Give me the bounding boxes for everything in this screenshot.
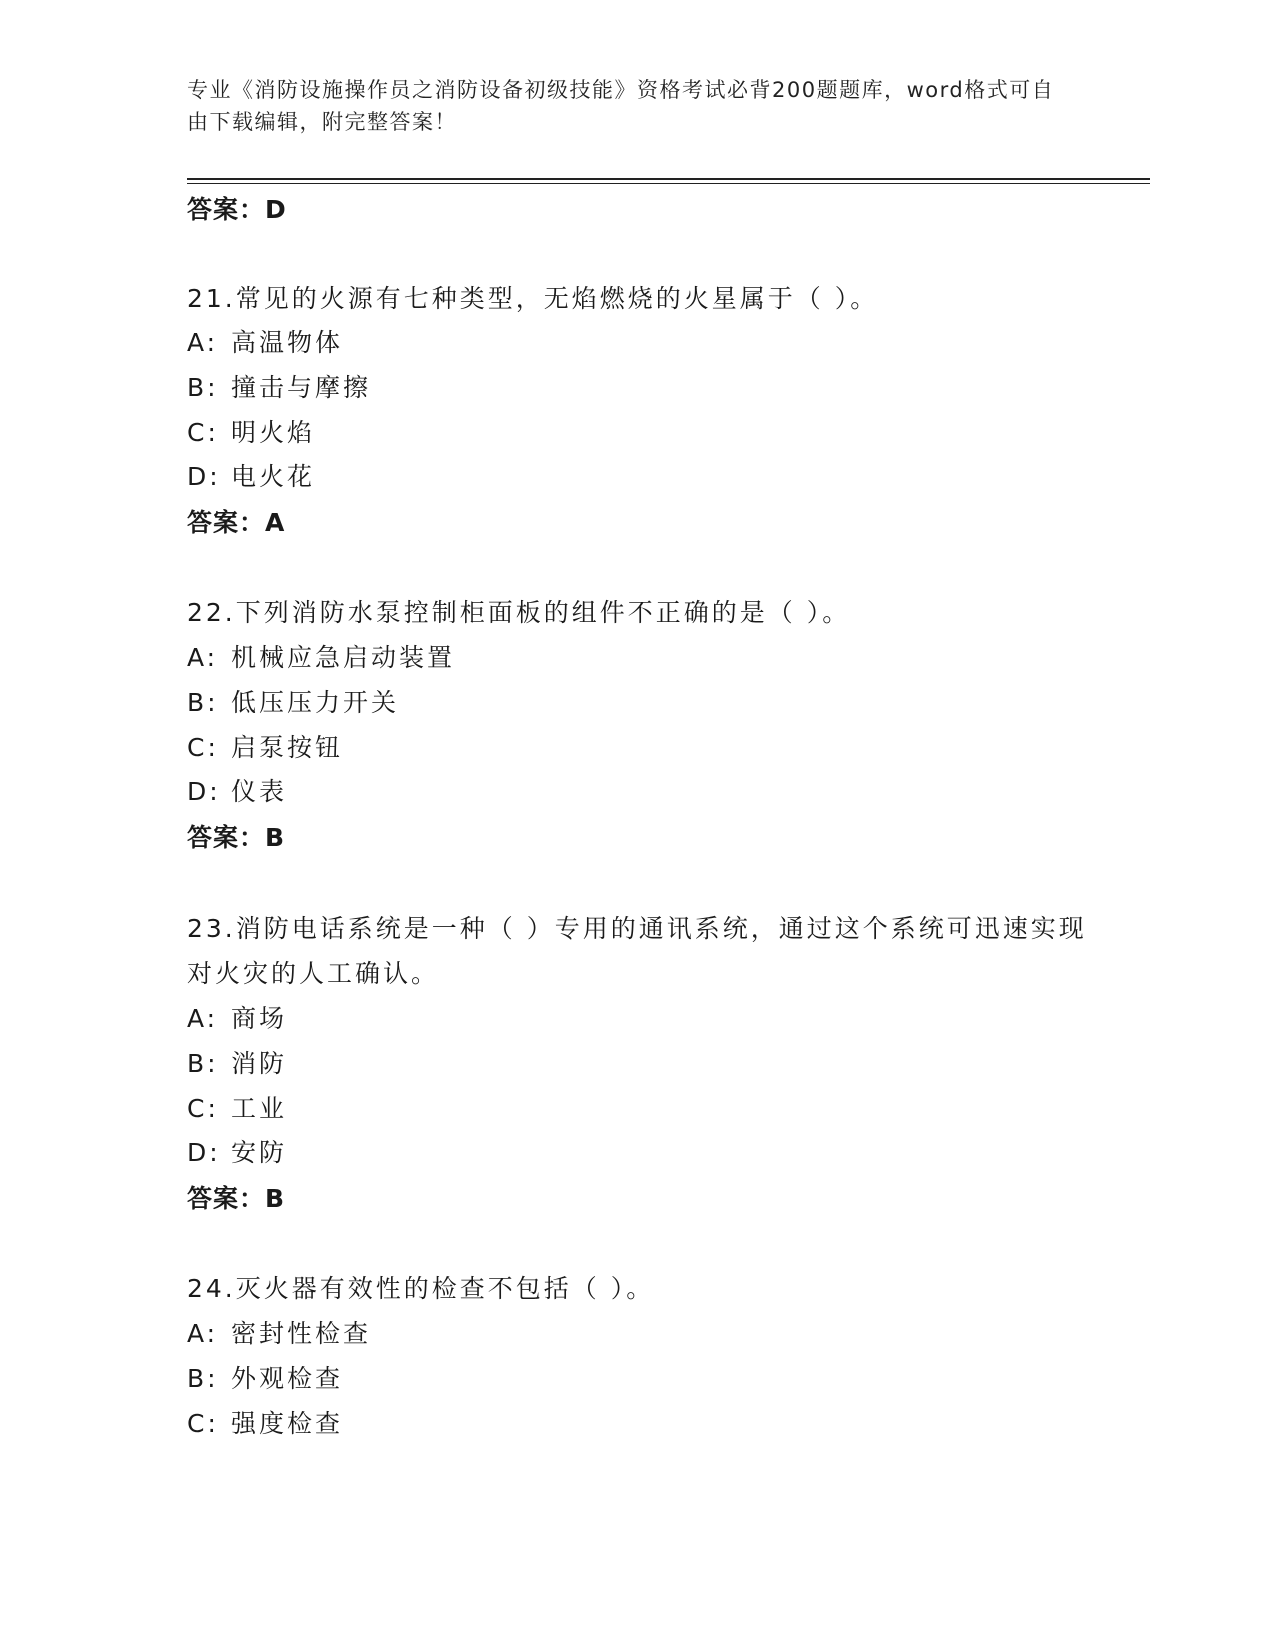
option-text: 启泵按钮	[231, 733, 344, 762]
option-text: 安防	[231, 1138, 288, 1167]
option-letter: C:	[187, 1094, 219, 1123]
question-22-stem: 22.下列消防水泵控制柜面板的组件不正确的是（ ）。	[187, 598, 851, 627]
option-text: 商场	[231, 1004, 288, 1033]
option-letter: D:	[187, 462, 221, 491]
question-22-option-b	[187, 686, 399, 720]
option-text: 密封性检查	[231, 1319, 372, 1348]
question-23-option-d	[187, 1136, 287, 1170]
question-23-stem: 23.消防电话系统是一种（ ）专用的通讯系统，通过这个系统可迅速实现对火灾的人工确认。	[187, 914, 1087, 988]
option-text: 低压压力开关	[231, 688, 400, 717]
question-24-stem: 24.灭火器有效性的检查不包括（ ）。	[187, 1274, 655, 1303]
document-header: 专业《消防设施操作员之消防设备初级技能》资格考试必背200题题库，word格式可自由下载编辑，附完整答案！	[187, 78, 1055, 134]
question-23-option-c	[187, 1092, 287, 1126]
option-text: 机械应急启动装置	[231, 643, 456, 672]
question-22-answer: 答案：B	[187, 823, 286, 852]
previous-answer: 答案：D	[187, 195, 287, 224]
option-letter: B:	[187, 1049, 219, 1078]
option-letter: C:	[187, 733, 219, 762]
option-text: 仪表	[231, 777, 288, 806]
question-21-option-a	[187, 326, 343, 360]
option-text: 消防	[231, 1049, 288, 1078]
question-22-option-d	[187, 775, 287, 809]
header-rule-thin	[187, 183, 1150, 184]
question-22-option-a	[187, 641, 455, 675]
option-letter: B:	[187, 688, 219, 717]
question-24-option-c	[187, 1407, 343, 1441]
question-24-option-a	[187, 1317, 371, 1351]
question-21-option-d	[187, 460, 315, 494]
option-text: 高温物体	[231, 328, 344, 357]
option-letter: A:	[187, 1004, 219, 1033]
option-letter: D:	[187, 1138, 221, 1167]
option-text: 外观检查	[231, 1364, 344, 1393]
option-text: 强度检查	[231, 1409, 344, 1438]
header-rule-thick	[187, 178, 1150, 180]
option-letter: B:	[187, 1364, 219, 1393]
option-text: 电火花	[231, 462, 316, 491]
question-23-option-a	[187, 1002, 287, 1036]
option-text: 撞击与摩擦	[231, 373, 372, 402]
question-21-stem: 21.常见的火源有七种类型，无焰燃烧的火星属于（ ）。	[187, 284, 879, 313]
option-letter: B:	[187, 373, 219, 402]
question-23-answer: 答案：B	[187, 1184, 286, 1213]
option-text: 明火焰	[231, 418, 316, 447]
question-24-option-b	[187, 1362, 343, 1396]
option-letter: D:	[187, 777, 221, 806]
question-23-option-b	[187, 1047, 287, 1081]
question-21-option-c	[187, 416, 315, 450]
question-21-option-b	[187, 371, 371, 405]
option-letter: A:	[187, 328, 219, 357]
option-letter: C:	[187, 418, 219, 447]
option-letter: C:	[187, 1409, 219, 1438]
question-21-answer: 答案：A	[187, 508, 286, 537]
option-letter: A:	[187, 643, 219, 672]
option-text: 工业	[231, 1094, 288, 1123]
option-letter: A:	[187, 1319, 219, 1348]
question-22-option-c	[187, 731, 343, 765]
